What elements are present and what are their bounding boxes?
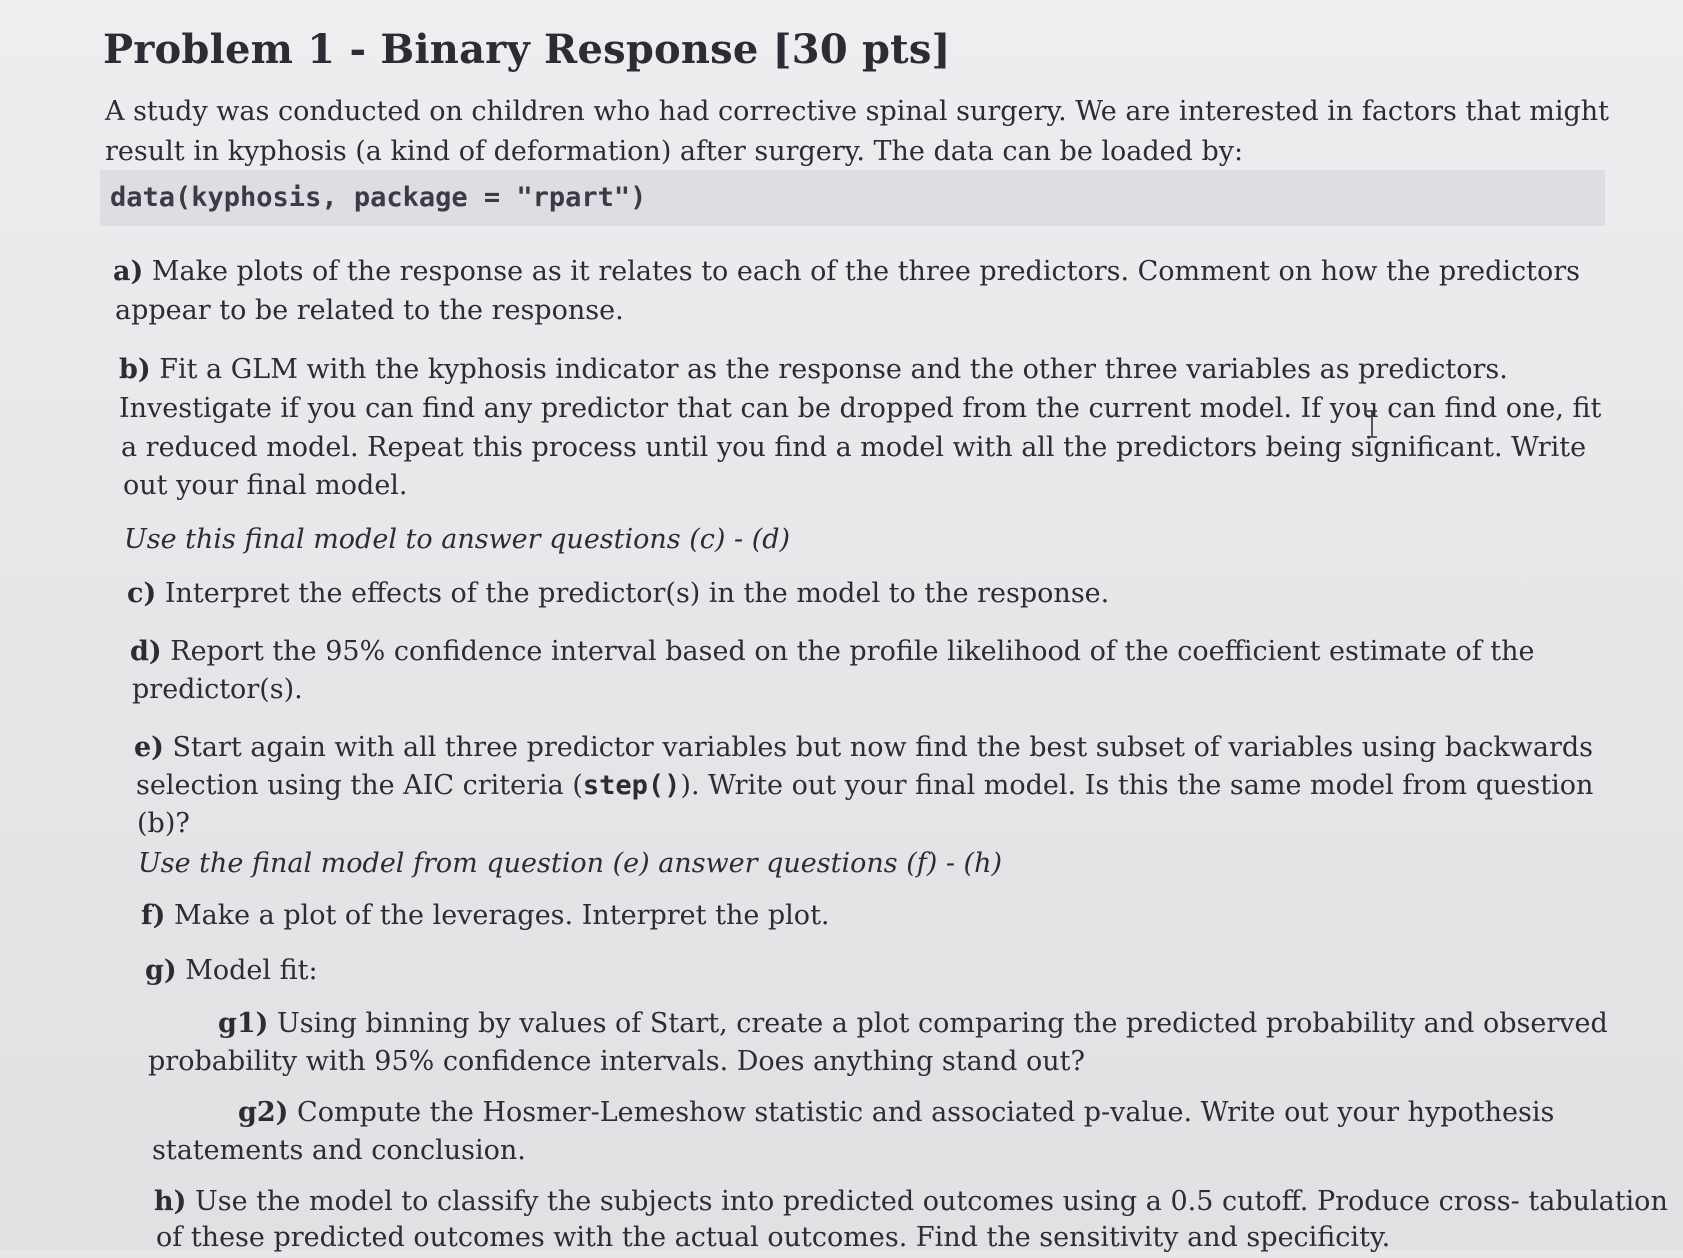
question-e-line-2-pre: selection using the AIC criteria ( [136,770,583,801]
question-a-line-2: appear to be related to the response. [115,295,624,326]
question-b-line-2: Investigate if you can find any predictor that can be dropped from the current model. If you can find one, fit [119,393,1602,424]
instruction-note-2-text: Use the final model from question (e) answer questions (f) - (h) [138,848,1003,879]
question-a-label: a) [113,256,144,287]
question-h-label: h) [154,1186,187,1217]
question-f-label: f) [141,900,166,931]
question-h-line-1: Use the model to classify the subjects into predicted outcomes using a 0.5 cutoff. Produce cross- tabulation [195,1186,1668,1217]
code-snippet: data(kyphosis, package = "rpart") [110,182,647,213]
question-d-line-2: predictor(s). [132,674,303,705]
question-g-line-1: Model fit: [185,955,318,986]
question-a [113,252,1580,292]
question-h [154,1182,1668,1222]
question-b-line-1: Fit a GLM with the kyphosis indicator as the response and the other three variables as predictors. [159,354,1508,385]
question-g2-label: g2) [238,1097,289,1128]
instruction-note-1-text: Use this final model to answer questions (c) - (d) [124,524,791,555]
question-g2-line-2: statements and conclusion. [152,1135,526,1166]
question-e-label: e) [134,732,164,763]
question-h-line-2: of these predicted outcomes with the actual outcomes. Find the sensitivity and specificity. [156,1222,1391,1253]
question-d [130,632,1535,672]
question-a-line-1: Make plots of the response as it relates to each of the three predictors. Comment on how the predictors [151,256,1580,287]
question-e [134,728,1593,768]
question-c-label: c) [127,578,157,609]
intro-line-1: A study was conducted on children who had corrective spinal surgery. We are interested in factors that might [105,96,1610,127]
problem-title: Problem 1 - Binary Response [30 pts] [103,26,951,73]
question-g2-line-1: Compute the Hosmer-Lemeshow statistic and associated p-value. Write out your hypothesis [297,1097,1555,1128]
question-f [141,896,830,936]
question-b-line-3: a reduced model. Repeat this process until you find a model with all the predictors being significant. Write [121,432,1587,463]
question-e-line-1: Start again with all three predictor variables but now find the best subset of variables using backwards [172,732,1594,763]
question-c-line-1: Interpret the effects of the predictor(s) in the model to the response. [164,578,1110,609]
question-b [119,350,1508,390]
question-g1-line-2: probability with 95% confidence intervals. Does anything stand out? [148,1046,1085,1077]
step-function-code: step() [582,770,681,801]
question-g [145,951,318,991]
question-g1-label: g1) [218,1008,269,1039]
question-f-line-1: Make a plot of the leverages. Interpret the plot. [173,900,830,931]
question-e-line-2-post: ). Write out your final model. Is this the same model from question [680,770,1594,801]
question-g1-line-1: Using binning by values of Start, create a plot comparing the predicted probability and observed [277,1008,1608,1039]
intro-line-2: result in kyphosis (a kind of deformation) after surgery. The data can be loaded by: [105,136,1244,167]
question-d-line-1: Report the 95% confidence interval based on the profile likelihood of the coefficient estimate of the [170,636,1535,667]
question-g2 [238,1093,1554,1133]
text-cursor-icon [1366,410,1378,438]
question-g-label: g) [145,955,177,986]
question-e-line-3: (b)? [137,808,190,839]
instruction-note-2 [138,844,1002,884]
question-e-line-2 [136,766,1593,806]
question-b-line-4: out your final model. [123,470,408,501]
question-b-label: b) [119,354,151,385]
question-d-label: d) [130,636,162,667]
instruction-note-1 [124,520,790,560]
question-c [127,574,1109,614]
question-g1 [218,1004,1608,1044]
